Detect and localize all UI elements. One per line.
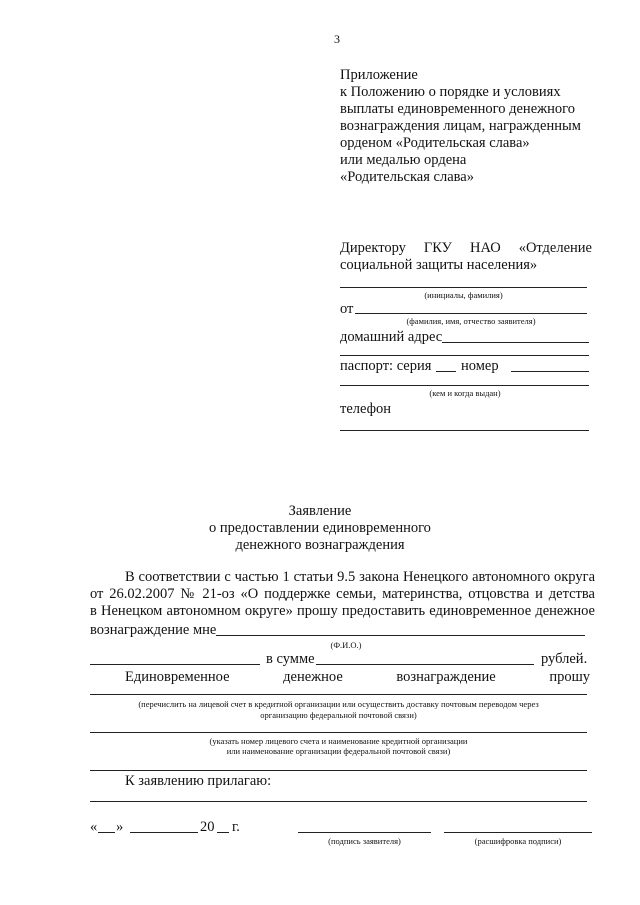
hint-account-2: или наименование организации федеральной почтовой связи)	[226, 746, 451, 756]
hint-decode: (расшифровка подписи)	[474, 836, 562, 846]
appendix-line: Приложение	[340, 67, 418, 83]
year-suffix: г.	[232, 819, 240, 835]
passport-number-field[interactable]	[511, 371, 589, 372]
hint-signature: (подпись заявителя)	[328, 836, 401, 846]
request-word: прошу	[549, 669, 590, 685]
passport-issued-field[interactable]	[340, 385, 589, 386]
title-line: Заявление	[288, 503, 352, 519]
body-line: В соответствии с частью 1 статьи 9.5 закона Ненецкого автономного округа	[125, 569, 595, 585]
addressee-line-2: социальной защиты населения»	[340, 257, 538, 273]
hint-fio: (Ф.И.О.)	[330, 640, 362, 650]
appendix-line: орденом «Родительская слава»	[340, 135, 530, 151]
title-line: денежного вознаграждения	[235, 537, 405, 553]
request-word: Единовременное	[125, 669, 230, 685]
appendix-line: к Положению о порядке и условиях	[340, 84, 561, 100]
reward-label: вознаграждение мне	[90, 622, 217, 638]
addressee-word: ГКУ	[423, 240, 452, 256]
attachments-field[interactable]	[90, 801, 587, 802]
from-label: от	[340, 301, 354, 317]
request-word: денежное	[283, 669, 343, 685]
appendix-line: или медалью ордена	[340, 152, 467, 168]
addressee-word: НАО	[469, 240, 501, 256]
date-quote-open: «	[90, 819, 98, 835]
date-year-field[interactable]	[217, 832, 229, 833]
fio-field-2[interactable]	[90, 664, 260, 665]
request-line	[125, 668, 590, 686]
attach-label: К заявлению прилагаю:	[125, 773, 272, 789]
hint-issued: (кем и когда выдан)	[429, 388, 501, 398]
signature-field[interactable]	[298, 832, 431, 833]
appendix-line: выплаты единовременного денежного	[340, 101, 575, 117]
phone-field[interactable]	[340, 430, 589, 431]
hint-transfer: (перечислить на лицевой счет в кредитной организации или осуществить доставку почтовым переводом через	[138, 699, 539, 709]
applicant-name-field[interactable]	[355, 313, 587, 314]
addressee-word: «Отделение	[518, 240, 592, 256]
addressee-word: Директору	[340, 240, 406, 256]
appendix-line: вознаграждения лицам, награжденным	[340, 118, 581, 134]
addressee-line-1	[340, 239, 592, 257]
rubles-label: рублей.	[541, 651, 588, 667]
title-line: о предоставлении единовременного	[209, 520, 431, 536]
date-month-field[interactable]	[130, 832, 198, 833]
date-day-field[interactable]	[98, 832, 115, 833]
signature-decode-field[interactable]	[444, 832, 592, 833]
body-line: в Ненецком автономном округе» прошу предоставить единовременное денежное	[90, 603, 595, 619]
account-field[interactable]	[90, 732, 587, 733]
passport-number-label: номер	[461, 358, 499, 374]
sum-field[interactable]	[316, 664, 534, 665]
home-address-field[interactable]	[442, 342, 589, 343]
request-word: вознаграждение	[396, 669, 496, 685]
fio-field[interactable]	[216, 635, 585, 636]
home-address-label: домашний адрес	[340, 329, 443, 345]
hint-applicant: (фамилия, имя, отчество заявителя)	[406, 316, 536, 326]
hint-transfer-2: организацию федеральной почтовой связи)	[260, 710, 417, 720]
date-quote-close: »	[116, 819, 124, 835]
body-line: от 26.02.2007 № 21-оз «О поддержке семьи, материнства, отцовства и детства	[90, 586, 595, 602]
appendix-line: «Родительская слава»	[340, 169, 474, 185]
passport-series-field[interactable]	[436, 371, 456, 372]
hint-account: (указать номер лицевого счета и наименование кредитной организации	[209, 736, 468, 746]
page-number: 3	[334, 32, 340, 46]
director-name-field[interactable]	[340, 287, 587, 288]
passport-series-label: паспорт: серия	[340, 358, 432, 374]
year-prefix: 20	[200, 819, 215, 835]
phone-label: телефон	[340, 401, 392, 417]
payment-method-field[interactable]	[90, 694, 587, 695]
sum-label: в сумме	[266, 651, 315, 667]
hint-initials: (инициалы, фамилия)	[424, 290, 503, 300]
home-address-field-2[interactable]	[340, 355, 589, 356]
account-field-2[interactable]	[90, 770, 587, 771]
